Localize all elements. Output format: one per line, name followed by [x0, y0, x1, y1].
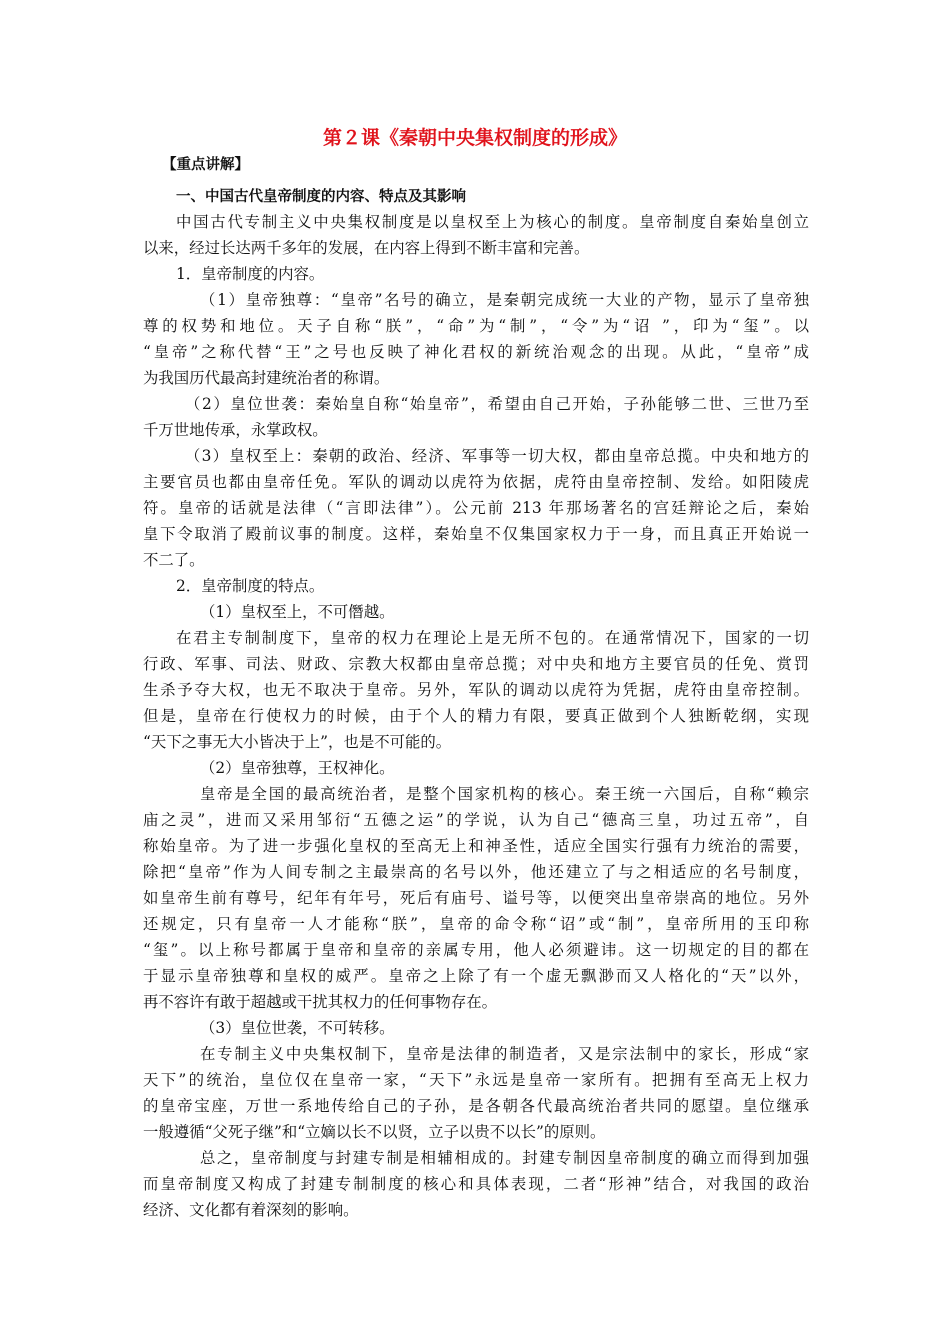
page-title: 第２课《秦朝中央集权制度的形成》 — [322, 127, 627, 149]
paragraph-line: 在专制主义中央集权制下，皇帝是法律的制造者，又是宗法制中的家长，形成“家 — [200, 1045, 809, 1063]
paragraph-line: 皇下令取消了殿前议事的制度。这样，秦始皇不仅集国家权力于一身，而且真正开始说一 — [143, 525, 809, 543]
paragraph-line: （2）皇位世袭：秦始皇自称“始皇帝”，希望由自己开始，子孙能够二世、三世乃至 — [185, 395, 809, 413]
paragraph-line: 不二了。 — [143, 551, 205, 569]
paragraph-line: “皇帝”之称代替“王”之号也反映了神化君权的新统治观念的出现。从此，“皇帝”成 — [143, 343, 809, 361]
subheading: 2．皇帝制度的特点。 — [176, 577, 325, 595]
paragraph-line: 经济、文化都有着深刻的影响。 — [143, 1201, 359, 1219]
paragraph-line: 尊的权势和地位。天子自称“朕”，“命”为“制”，“令”为“诏 ”，印为“玺”。以 — [143, 317, 809, 335]
paragraph-line: 以来，经过长达两千多年的发展，在内容上得到不断丰富和完善。 — [143, 239, 590, 257]
paragraph-line: 于显示皇帝独尊和皇权的威严。皇帝之上除了有一个虚无飘渺而又人格化的“天”以外， — [143, 967, 809, 985]
paragraph-line: 还规定，只有皇帝一人才能称“朕”，皇帝的命令称“诏”或“制”，皇帝所用的玉印称 — [143, 915, 809, 933]
paragraph-line: 符。皇帝的话就是法律（“言即法律”）。公元前 213 年那场著名的宫廷辩论之后，秦始 — [143, 499, 809, 517]
paragraph-line: 但是，皇帝在行使权力的时候，由于个人的精力有限，要真正做到个人独断乾纲，实现 — [143, 707, 809, 725]
paragraph-line: 天下”的统治，皇位仅在皇帝一家，“天下”永远是皇帝一家所有。把拥有至高无上权力 — [143, 1071, 809, 1089]
paragraph-line: 的皇帝宝座，万世一系地传给自己的子孙，是各朝各代最高统治者共同的愿望。皇位继承 — [143, 1097, 809, 1115]
paragraph-line: 一般遵循“父死子继”和“立嫡以长不以贤，立子以贵不以长”的原则。 — [143, 1123, 606, 1141]
subheading: （2）皇帝独尊，王权神化。 — [200, 759, 395, 777]
subheading: （1）皇权至上，不可僭越。 — [200, 603, 395, 621]
paragraph-line: 在君主专制制度下，皇帝的权力在理论上是无所不包的。在通常情况下，国家的一切 — [176, 629, 809, 647]
heading-1: 一、中国古代皇帝制度的内容、特点及其影响 — [176, 189, 466, 205]
paragraph-line: 行政、军事、司法、财政、宗教大权都由皇帝总揽；对中央和地方主要官员的任免、赏罚 — [143, 655, 809, 673]
subheading: （3）皇位世袭，不可转移。 — [200, 1019, 395, 1037]
paragraph-line: 称始皇帝。为了进一步强化皇权的至高无上和神圣性，适应全国实行强有力统治的需要， — [143, 837, 809, 855]
paragraph-line: “玺”。以上称号都属于皇帝和皇帝的亲属专用，他人必须避讳。这一切规定的目的都在 — [143, 941, 809, 959]
paragraph-line: 庙之灵”，进而又采用邹衍“五德之运”的学说，认为自己“德高三皇，功过五帝”，自 — [143, 811, 809, 829]
paragraph-line: 生杀予夺大权，也无不取决于皇帝。另外，军队的调动以虎符为凭据，虎符由皇帝控制。 — [143, 681, 809, 699]
paragraph-line: 中国古代专制主义中央集权制度是以皇权至上为核心的制度。皇帝制度自秦始皇创立 — [176, 213, 809, 231]
section-label: 【重点讲解】 — [162, 157, 249, 173]
paragraph-line: 总之，皇帝制度与封建专制是相辅相成的。封建专制因皇帝制度的确立而得到加强 — [200, 1149, 809, 1167]
paragraph-line: 主要官员也都由皇帝任免。军队的调动以虎符为依据，虎符由皇帝控制、发给。如阳陵虎 — [143, 473, 809, 491]
paragraph-line: 皇帝是全国的最高统治者，是整个国家机构的核心。秦王统一六国后，自称“赖宗 — [200, 785, 809, 803]
paragraph-line: “天下之事无大小皆决于上”，也是不可能的。 — [143, 733, 452, 751]
paragraph-line: 千万世地传承，永掌政权。 — [143, 421, 328, 439]
paragraph-line: 除把“皇帝”作为人间专制之主最崇高的名号以外，他还建立了与之相适应的名号制度， — [143, 863, 809, 881]
paragraph-line: 为我国历代最高封建统治者的称谓。 — [143, 369, 390, 387]
paragraph-line: 而皇帝制度又构成了封建专制制度的核心和具体表现，二者“形神”结合，对我国的政治 — [143, 1175, 809, 1193]
paragraph-line: （1）皇帝独尊：“皇帝”名号的确立，是秦朝完成统一大业的产物，显示了皇帝独 — [200, 291, 809, 309]
paragraph-line: 如皇帝生前有尊号，纪年有年号，死后有庙号、谥号等，以便突出皇帝崇高的地位。另外 — [143, 889, 809, 907]
subheading: 1．皇帝制度的内容。 — [176, 265, 325, 283]
paragraph-line: （3）皇权至上：秦朝的政治、经济、军事等一切大权，都由皇帝总揽。中央和地方的 — [185, 447, 809, 465]
paragraph-line: 再不容许有敢于超越或干扰其权力的任何事物存在。 — [143, 993, 497, 1011]
